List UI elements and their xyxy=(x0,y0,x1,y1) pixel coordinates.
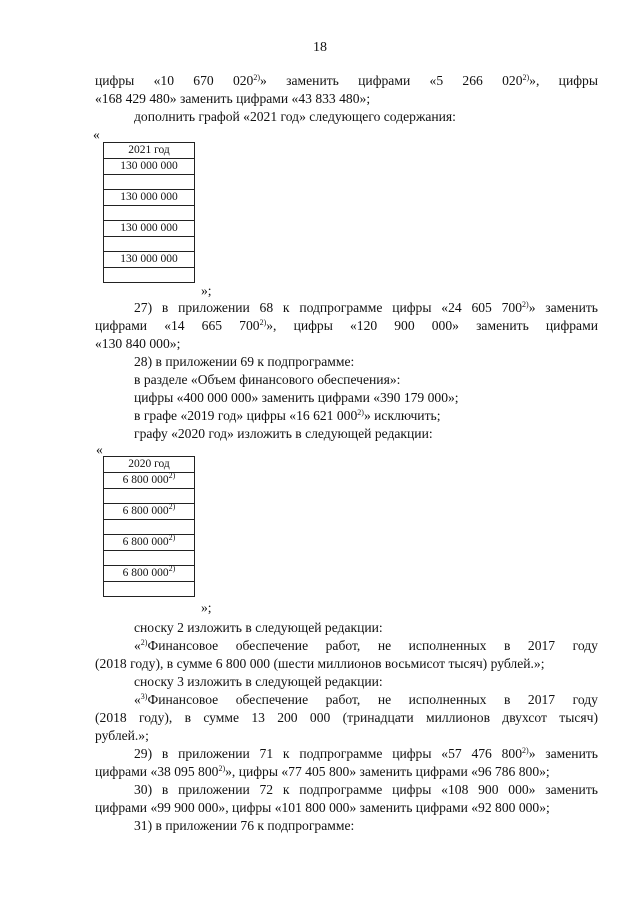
quote-open-1: « xyxy=(93,127,100,142)
table-empty-cell xyxy=(104,489,194,504)
footnote-3-intro: сноску 3 изложить в следующей редакции: xyxy=(134,674,383,689)
item-28-d: графу «2020 год» изложить в следующей редакции: xyxy=(134,426,433,441)
line-1: цифры «10 670 020$^{2)}$» заменить цифрами «5 266 020$^{2)}$», цифры xyxy=(95,73,598,88)
table-header: 2020 год xyxy=(104,457,194,473)
footnote-2-line-1: «$^{2)}$Финансовое обеспечение работ, не исполненных в 2017 году xyxy=(134,638,598,653)
table-header: 2021 год xyxy=(104,143,194,159)
item-28-a: в разделе «Объем финансового обеспечения»: xyxy=(134,372,401,387)
table-cell: 6 800 000$^{2)}$ xyxy=(104,473,194,489)
table-cell: 130 000 000 xyxy=(104,221,194,237)
table-empty-cell xyxy=(104,206,194,221)
item-29-line-1: 29) в приложении 71 к подпрограмме цифры «57 476 800$^{2)}$» заменить xyxy=(134,746,598,761)
table-empty-cell xyxy=(104,268,194,283)
table-empty-cell xyxy=(104,175,194,190)
table-empty-cell xyxy=(104,520,194,535)
table-cell: 6 800 000$^{2)}$ xyxy=(104,566,194,582)
item-27-line-2: цифрами «14 665 700$^{2)}$», цифры «120 900 000» заменить цифрами xyxy=(95,318,598,333)
line-2: «168 429 480» заменить цифрами «43 833 480»; xyxy=(95,91,371,106)
item-28-b: цифры «400 000 000» заменить цифрами «390 179 000»; xyxy=(134,390,459,405)
table-empty-cell xyxy=(104,237,194,252)
footnote-3-line-3: рублей.»; xyxy=(95,728,149,743)
footnote-2-line-2: (2018 году), в сумме 6 800 000 (шести миллионов восьмисот тысяч) рублей.»; xyxy=(95,656,545,671)
footnote-3-line-1: «$^{3)}$Финансовое обеспечение работ, не исполненных в 2017 году xyxy=(134,692,598,707)
footnote-3-line-2: (2018 году), в сумме 13 200 000 (тринадцати миллионов двухсот тысяч) xyxy=(95,710,598,725)
table-cell: 130 000 000 xyxy=(104,190,194,206)
table-2021 xyxy=(103,142,195,283)
table-2020 xyxy=(103,456,195,597)
page-number: 18 xyxy=(313,40,327,55)
line-3: дополнить графой «2021 год» следующего содержания: xyxy=(134,109,456,124)
table-cell: 6 800 000$^{2)}$ xyxy=(104,535,194,551)
item-28: 28) в приложении 69 к подпрограмме: xyxy=(134,354,355,369)
table-cell: 6 800 000$^{2)}$ xyxy=(104,504,194,520)
quote-close-1: »; xyxy=(201,283,212,298)
table-cell: 130 000 000 xyxy=(104,252,194,268)
item-27-line-3: «130 840 000»; xyxy=(95,336,181,351)
quote-close-2: »; xyxy=(201,600,212,615)
item-28-c: в графе «2019 год» цифры «16 621 000$^{2)}$» исключить; xyxy=(134,408,441,423)
item-31: 31) в приложении 76 к подпрограмме: xyxy=(134,818,355,833)
table-cell: 130 000 000 xyxy=(104,159,194,175)
item-30-line-1: 30) в приложении 72 к подпрограмме цифры «108 900 000» заменить xyxy=(134,782,598,797)
item-29-line-2: цифрами «38 095 800$^{2)}$», цифры «77 405 800» заменить цифрами «96 786 800»; xyxy=(95,764,550,779)
item-30-line-2: цифрами «99 900 000», цифры «101 800 000» заменить цифрами «92 800 000»; xyxy=(95,800,550,815)
item-27-line-1: 27) в приложении 68 к подпрограмме цифры «24 605 700$^{2)}$» заменить xyxy=(134,300,598,315)
footnote-2-intro: сноску 2 изложить в следующей редакции: xyxy=(134,620,383,635)
table-empty-cell xyxy=(104,551,194,566)
table-empty-cell xyxy=(104,582,194,597)
quote-open-2: « xyxy=(96,442,103,457)
